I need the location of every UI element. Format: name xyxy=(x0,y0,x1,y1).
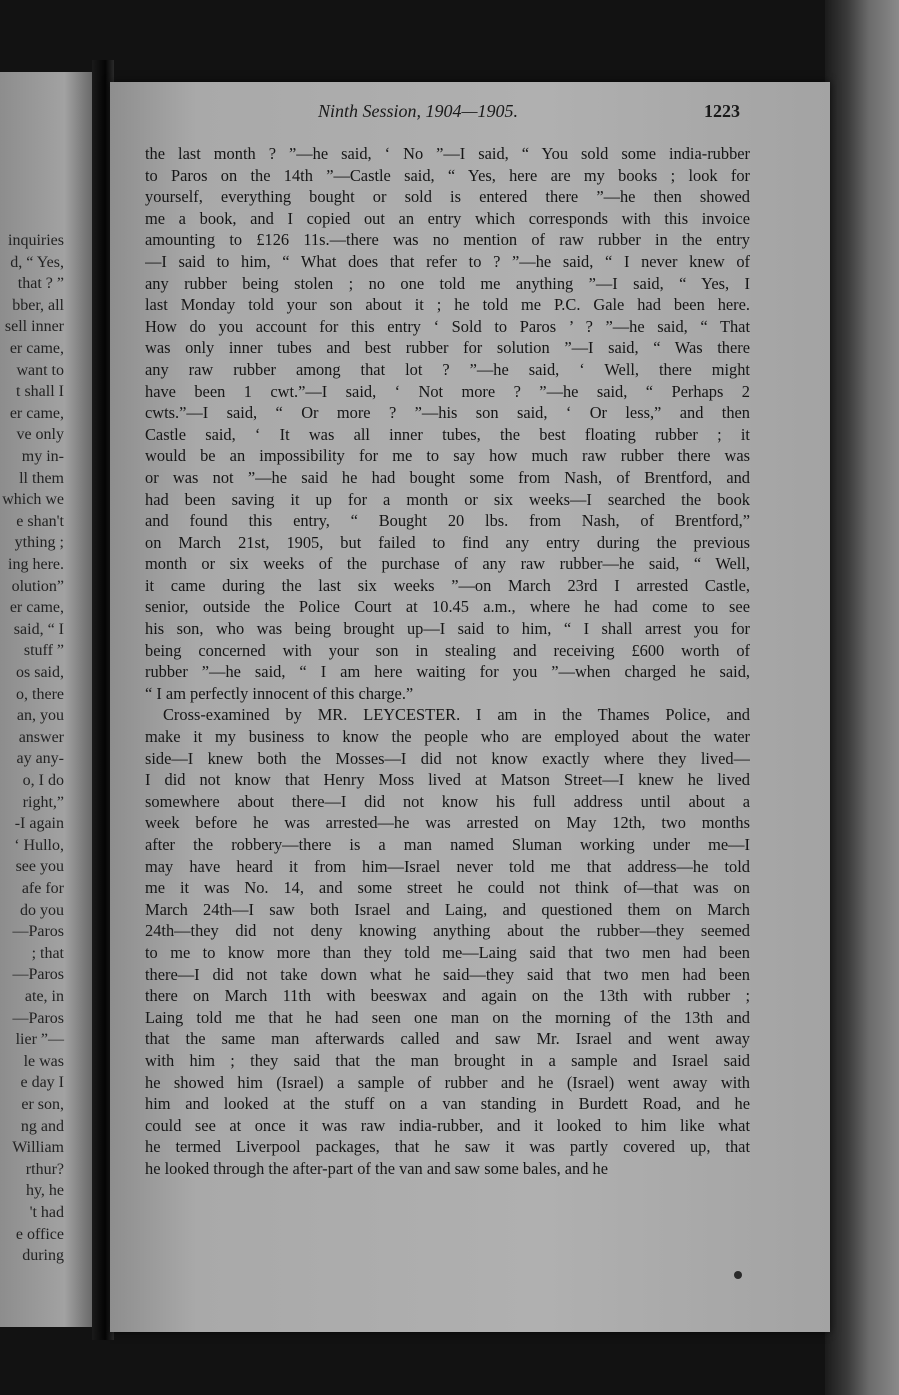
left-page-line: ate, in xyxy=(24,988,64,1005)
left-page-line: stuff ” xyxy=(23,642,64,660)
left-page-line: er came, xyxy=(9,599,64,617)
text-line: me it was No. 14, and some street he could not think of—that was on xyxy=(145,878,750,898)
left-page-line: —Paros xyxy=(12,923,64,941)
left-page-line: said, “ I xyxy=(13,620,64,638)
left-page-line: afe for xyxy=(21,880,64,897)
left-page-line: ng and xyxy=(20,1117,64,1135)
left-page-line: le was xyxy=(23,1052,64,1070)
text-line: have been 1 cwt.”—I said, ‘ Not more ? ”—he said, “ Perhaps 2 xyxy=(145,381,750,401)
left-page-line: os said, xyxy=(16,664,64,681)
left-page-line: bber, all xyxy=(12,296,64,314)
left-page-line: ; that xyxy=(31,944,64,962)
text-line: March 24th—I saw both Israel and Laing, and questioned them on March xyxy=(145,899,750,919)
text-line: after the robbery—there is a man named Sluman working under me—I xyxy=(145,835,750,854)
text-line: to Paros on the 14th ”—Castle said, “ Yes, here are my books ; look for xyxy=(145,165,750,185)
running-header xyxy=(140,101,740,125)
text-line: his son, who was being brought up—I said to him, “ I shall arrest you for xyxy=(145,619,750,639)
left-page-line: see you xyxy=(15,858,64,876)
text-line: amounting to £126 11s.—there was no mention of raw rubber in the entry xyxy=(145,230,750,250)
left-page-line: do you xyxy=(20,901,64,919)
text-line: and found this entry, “ Bought 20 lbs. from Nash, of Brentford,” xyxy=(145,511,750,531)
text-line: month or six weeks of the purchase of any raw rubber—he said, “ Well, xyxy=(145,554,750,574)
left-page-line: o, I do xyxy=(22,772,64,789)
left-page-line: er came, xyxy=(9,340,64,357)
text-line: cwts.”—I said, “ Or more ? ”—his son said, ‘ Or less,” and then xyxy=(145,403,750,423)
left-page-line: that ? ” xyxy=(17,275,64,293)
left-page-fragment xyxy=(0,72,92,1327)
text-line: somewhere about there—I did not know his full address until about a xyxy=(145,791,750,811)
left-page-line: which we xyxy=(2,491,64,509)
page-number: 1223 xyxy=(704,101,740,121)
left-page-line: inquiries xyxy=(8,232,64,249)
text-line: “ I am perfectly innocent of this charge.” xyxy=(145,683,414,703)
left-page-line: o, there xyxy=(16,685,64,703)
text-line: he looked through the after-part of the van and saw some bales, and he xyxy=(145,1158,609,1178)
left-page-line: William xyxy=(12,1139,64,1157)
left-page-line: e office xyxy=(15,1225,64,1243)
text-line: rubber ”—he said, “ I am here waiting for you ”—when charged he said, xyxy=(145,662,750,682)
text-line: him and looked at the stuff on a van standing in Burdett Road, and he xyxy=(145,1094,750,1114)
left-page-line: —Paros xyxy=(12,966,64,984)
ink-spot xyxy=(734,1271,742,1279)
text-line: could see at once it was raw india-rubber, and it looked to him like what xyxy=(145,1115,750,1135)
left-page-line: er son, xyxy=(21,1096,64,1113)
text-line: the last month ? ”—he said, ‘ No ”—I said, “ You sold some india-rubber xyxy=(145,144,750,163)
text-line: —I said to him, “ What does that refer to ? ”—he said, “ I never knew of xyxy=(145,251,750,271)
left-page-line: an, you xyxy=(16,707,64,725)
text-line: he termed Liverpool packages, that he saw it was partly covered up, that xyxy=(145,1137,750,1157)
text-line: Castle said, ‘ It was all inner tubes, the best floating rubber ; it xyxy=(145,424,750,444)
text-line: there on March 11th with beeswax and again on the 13th with rubber ; xyxy=(145,986,750,1006)
left-page-line: during xyxy=(22,1247,64,1265)
left-page-line: right,” xyxy=(22,793,64,811)
text-line: there—I did not take down what he said—they said that two men had been xyxy=(145,964,750,984)
text-line: 24th—they did not deny knowing anything about the rubber—they seemed xyxy=(145,921,750,941)
text-line: Cross-examined by MR. LEYCESTER. I am in the Thames Police, and xyxy=(163,705,750,725)
left-page-line: e day I xyxy=(20,1074,64,1092)
text-line: on March 21st, 1905, but failed to find any entry during the previous xyxy=(145,532,750,552)
text-line: would be an impossibility for me to say how much raw rubber there was xyxy=(145,446,750,466)
left-page-line: d, “ Yes, xyxy=(10,253,64,271)
text-line: it came during the last six weeks ”—on March 23rd I arrested Castle, xyxy=(145,575,750,595)
left-page-line: want to xyxy=(16,361,64,379)
left-page-line: —Paros xyxy=(12,1009,64,1027)
page-edge-shadow xyxy=(825,0,899,1395)
left-page-line: 't had xyxy=(29,1204,64,1221)
left-page-line: ay any- xyxy=(16,750,64,768)
text-line: me a book, and I copied out an entry which corresponds with this invoice xyxy=(145,208,750,228)
left-page-line: t shall I xyxy=(16,383,64,401)
text-line: side—I knew both the Mosses—I did not know exactly where they lived— xyxy=(145,748,750,768)
text-line: to me to know more than they told me—Laing said that two men had been xyxy=(145,942,750,962)
left-page-line: lier ”— xyxy=(15,1031,64,1049)
text-line: any rubber being stolen ; no one told me anything ”—I said, “ Yes, I xyxy=(145,273,750,293)
text-line: make it my business to know the people who are employed about the water xyxy=(145,727,750,747)
text-line: week before he was arrested—he was arrested on May 12th, two months xyxy=(145,813,750,833)
left-page-line: rthur? xyxy=(25,1160,64,1178)
body-text xyxy=(145,143,750,1180)
left-page-line: ll them xyxy=(19,469,64,487)
text-line: being concerned with your son in stealing and receiving £600 worth of xyxy=(145,640,750,660)
text-line: senior, outside the Police Court at 10.45 a.m., where he had come to see xyxy=(145,597,750,617)
text-line: I did not know that Henry Moss lived at Matson Street—I knew he lived xyxy=(145,770,750,790)
session-title: Ninth Session, 1904—1905. xyxy=(318,101,519,121)
left-page-line: olution” xyxy=(11,577,64,595)
text-line: had been saving it up for a month or six weeks—I searched the book xyxy=(145,489,750,509)
left-page-line: sell inner xyxy=(4,318,64,336)
left-page-line: my in- xyxy=(21,448,64,465)
left-page-line: er came, xyxy=(9,404,64,422)
left-page-line: answer xyxy=(18,728,64,746)
left-page-line: hy, he xyxy=(25,1182,64,1200)
text-line: or was not ”—he said he had bought some from Nash, of Brentford, and xyxy=(145,467,750,487)
text-line: yourself, everything bought or sold is entered there ”—he then showed xyxy=(145,187,750,207)
text-line: was only inner tubes and best rubber for solution ”—I said, “ Was there xyxy=(145,338,750,358)
text-line: last Monday told your son about it ; he told me P.C. Gale had been here. xyxy=(145,295,750,315)
text-line: with him ; they said that the man brought in a sample and Israel said xyxy=(145,1050,750,1070)
left-page-line: e shan't xyxy=(16,512,64,530)
left-page-line: -I again xyxy=(14,815,64,833)
text-line: he showed him (Israel) a sample of rubber and he (Israel) went away with xyxy=(145,1072,750,1092)
text-line: How do you account for this entry ‘ Sold to Paros ’ ? ”—he said, “ That xyxy=(145,316,750,336)
left-page-line: ve only xyxy=(16,426,64,444)
text-line: may have heard it from him—Israel never told me that address—he told xyxy=(145,856,750,876)
text-line: that the same man afterwards called and saw Mr. Israel and went away xyxy=(145,1029,750,1049)
left-page-line: ything ; xyxy=(14,534,64,552)
left-page-line: ing here. xyxy=(8,556,64,573)
text-line: Laing told me that he had seen one man on the morning of the 13th and xyxy=(145,1007,750,1027)
left-page-line: ‘ Hullo, xyxy=(14,836,64,854)
text-line: any raw rubber among that lot ? ”—he said, ‘ Well, there might xyxy=(145,359,750,379)
